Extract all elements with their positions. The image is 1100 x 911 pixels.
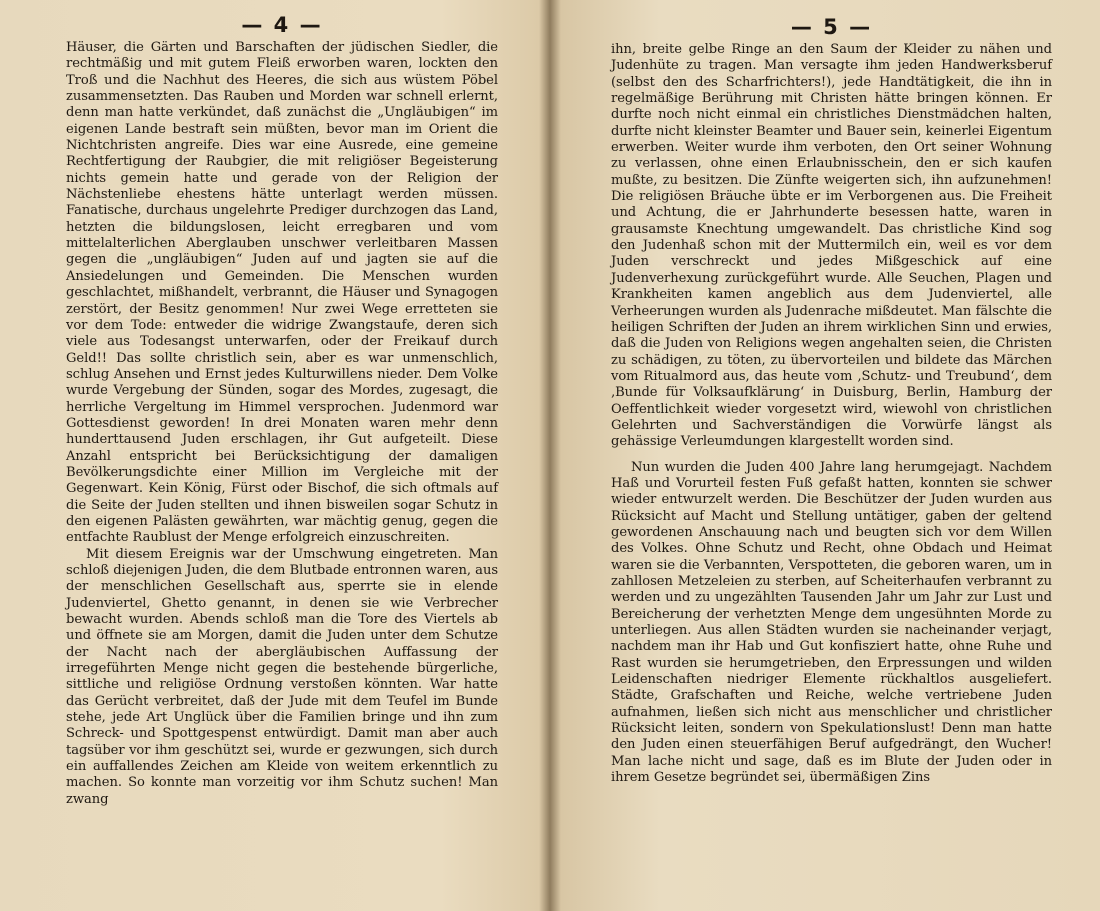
page-number: — 5 — <box>790 15 873 39</box>
page-number: — 4 — <box>241 13 323 37</box>
right-page <box>551 0 1100 911</box>
paragraph: Häuser, die Gärten und Barschaften der jüdischen Siedler, die rechtmäßig und mit gutem Fleiß erworben waren, lockten den Troß und die Nachhut des Heeres, die sich aus wüstem Pöbel zusammensetzten. Das Rauben und Morden war schnell erlernt, denn man hatte verkündet, daß zunächst die „Ungläubigen“ im eigenen Lande bestraft sein müßten, bevor man im Orient die Nichtchristen angreife. Dies war eine Ausrede, eine gemeine Rechtfertigung der Raubgier, die mit religiöser Begeisterung nichts gemein hatte und gerade von der Religion der Nächstenliebe ehestens hätte unterlagt werden müssen. Fanatische, durchaus ungelehrte Prediger durchzogen das Land, hetzten die bildungslosen, leicht erregbaren und vom mittelalterlichen Aberglauben unschwer verleitbaren Massen gegen die „ungläubigen“ Juden auf und jagten sie auf die Ansiedelungen und Gemeinden. Die Menschen wurden geschlachtet, mißhandelt, verbrannt, die Häuser und Synagogen zerstört, der Besitz genommen! Nur zwei Wege erretteten sie vor dem Tode: entweder die widrige Zwangstaufe, deren sich viele aus Todesangst unterwarfen, oder der Freikauf durch Geld!! Das sollte christlich sein, aber es war unmenschlich, schlug Ansehen und Ernst jedes Kulturwillens nieder. Dem Volke wurde Vergebung der Sünden, sogar des Mordes, zugesagt, die herrliche Vergeltung im Himmel versprochen. Judenmord war Gottesdienst geworden! In drei Monaten waren mehr denn hunderttausend Juden erschlagen, ihr Gut aufgeteilt. Diese Anzahl entspricht bei Berücksichtigung der damaligen Bevölkerungsdichte einer Million im Vergleiche mit der Gegenwart. Kein König, Fürst oder Bischof, die sich oftmals auf die Seite der Juden stellten und ihnen bisweilen sogar Schutz in den eigenen Palästen gewährten, war mächtig genug, gegen die entfachte Raublust der Menge erfolgreich einzuschreiten. <box>66 40 498 546</box>
page-body <box>611 42 1052 786</box>
paragraph: Nun wurden die Juden 400 Jahre lang herumgejagt. Nachdem Haß und Vorurteil festen Fuß gefaßt hatten, konnten sie schwer wieder entwurzelt werden. Die Beschützer der Juden wurden aus Rücksicht auf Macht und Stellung untätiger, gaben der geltend gewordenen Anschauung nach und beugten sich vor dem Willen des Volkes. Ohne Schutz und Recht, ohne Obdach und Heimat waren sie die Verbannten, Verspotteten, die geboren waren, um in zahllosen Metzeleien zu sterben, auf Scheiterhaufen verbrannt zu werden und zu ungezählten Tausenden Jahr um Jahr zur Lust und Bereicherung der verhetzten Menge dem ungesühnten Morde zu unterliegen. Aus allen Städten wurden sie nacheinander verjagt, nachdem man ihr Hab und Gut konfisziert hatte, ohne Ruhe und Rast wurden sie herumgetrieben, den Erpressungen und wilden Leidenschaften niedriger Elemente rückhaltlos ausgeliefert. Städte, Grafschaften und Reiche, welche vertriebene Juden aufnahmen, ließen sich nicht aus menschlicher und christlicher Rücksicht leiten, sondern von Spekulationslust! Denn man hatte den Juden einen steuerfähigen Beruf aufgedrängt, den Wucher! Man lache nicht und sage, daß es im Blute der Juden oder in ihrem Gesetze begründet sei, übermäßigen Zins <box>611 459 1052 786</box>
page-body <box>66 40 498 808</box>
paragraph-gap <box>611 451 1052 460</box>
paragraph: ihn, breite gelbe Ringe an den Saum der Kleider zu nähen und Judenhüte zu tragen. Man versagte ihm jeden Handwerksberuf (selbst den des Scharfrichters!), jede Handtätigkeit, die ihn in regelmäßige Berührung mit Christen hätte bringen können. Er durfte noch nicht einmal ein christliches Dienstmädchen halten, durfte nicht kleinster Beamter und Bauer sein, keinerlei Eigentum erwerben. Weiter wurde ihm verboten, den Ort seiner Wohnung zu verlassen, ohne einen Erlaubnisschein, den er sich kaufen mußte, zu besitzen. Die Zünfte weigerten sich, ihn aufzunehmen! Die religiösen Bräuche übte er im Verborgenen aus. Die Freiheit und Achtung, die er Jahrhunderte besessen hatte, waren in grausamste Knechtung umgewandelt. Das christliche Kind sog den Judenhaß schon mit der Muttermilch ein, weil es vor dem Juden verschreckt und jedes Mißgeschick auf eine Judenverhexung zurückgeführt wurde. Alle Seuchen, Plagen und Krankheiten kamen angeblich aus dem Judenviertel, alle Verheerungen wurden als Judenrache mißdeutet. Man fälschte die heiligen Schriften der Juden an ihrem wirklichen Sinn und erwies, daß die Juden von Religions wegen angehalten seien, die Christen zu schädigen, zu töten, zu übervorteilen und bildete das Märchen vom Ritualmord aus, das heute vom ‚Schutz- und Treubund‘, dem ‚Bunde für Volksaufklärung‘ in Duisburg, Berlin, Hamburg der Oeffentlichkeit wieder vorgesetzt wird, wiewohl von christlichen Gelehrten und Sachverständigen die Vorwürfe längst als gehässige Verleumdungen klargestellt worden sind. <box>611 42 1052 450</box>
paragraph: Mit diesem Ereignis war der Umschwung eingetreten. Man schloß diejenigen Juden, die dem Blutbade entronnen waren, aus der menschlichen Gesellschaft aus, sperrte sie in elende Judenviertel, Ghetto genannt, in denen sie wie Verbrecher bewacht wurden. Abends schloß man die Tore des Viertels ab und öffnete sie am Morgen, damit die Juden unter dem Schutze der Nacht nach der abergläubischen Auffassung der irregeführten Menge nicht gegen die bestehende bürgerliche, sittliche und religiöse Ordnung verstoßen könnten. War hatte das Gerücht verbreitet, daß der Jude mit dem Teufel im Bunde stehe, jede Art Unglück über die Familien bringe und ihn zum Schreck- und Spottgespenst entwürdigt. Damit man aber auch tagsüber vor ihm geschützt sei, wurde er gezwungen, sich durch ein auffallendes Zeichen am Kleide von weitem erkenntlich zu machen. So konnte man vorzeitig vor ihm Schutz suchen! Man zwang <box>66 546 498 807</box>
